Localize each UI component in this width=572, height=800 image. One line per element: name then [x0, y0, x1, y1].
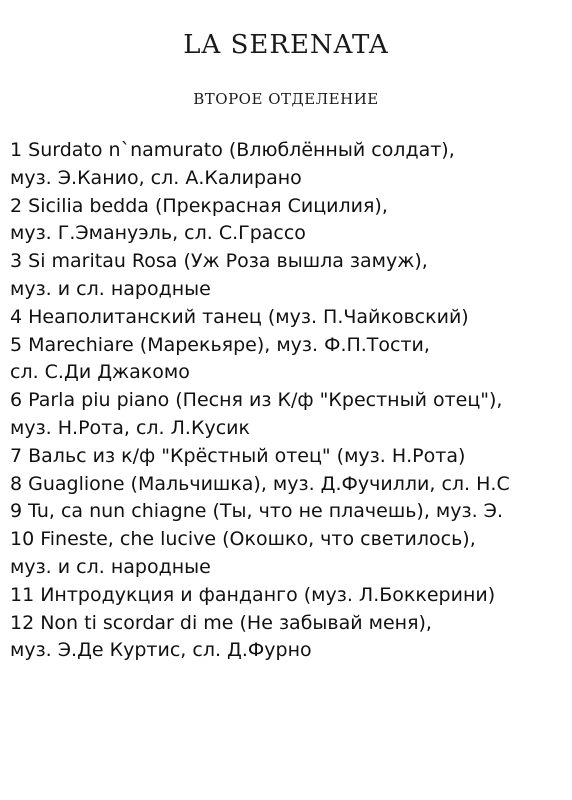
program-line: муз. Э.Канио, сл. А.Калирано	[10, 166, 302, 189]
program-line: муз. Э.Де Куртис, сл. Д.Фурно	[10, 639, 312, 662]
program-line: 11 Интродукция и фанданго (муз. Л.Боккерини)	[10, 583, 496, 606]
program-line: муз. Н.Рота, сл. Л.Кусик	[10, 416, 250, 439]
section-subtitle: ВТОРОЕ ОТДЕЛЕНИЕ	[193, 90, 379, 108]
program-line: 2 Sicilia bedda (Прекрасная Сицилия),	[10, 194, 388, 217]
program-line: 6 Parla piu piano (Песня из К/ф "Крестный отец"),	[10, 389, 503, 412]
program-line: 8 Guaglione (Мальчишка), муз. Д.Фучилли, сл. Н.С	[10, 472, 510, 495]
program-line: сл. С.Ди Джакомо	[10, 361, 190, 384]
program-line: муз. и сл. народные	[10, 277, 211, 300]
page-title: LA SERENATA	[183, 30, 389, 60]
program-line: 5 Marechiare (Марекьяре), муз. Ф.П.Тости,	[10, 333, 430, 356]
program-line: 1 Surdato n`namurato (Влюблённый солдат),	[10, 139, 455, 161]
program-line: 12 Non ti scordar di me (Не забывай меня),	[10, 611, 432, 634]
program-line: 10 Fineste, che lucive (Окошко, что светилось),	[10, 528, 476, 551]
program-line: муз. Г.Эмануэль, сл. С.Грассо	[10, 222, 306, 245]
program-list	[10, 137, 572, 665]
program-line: 3 Si maritau Rosa (Уж Роза вышла замуж),	[10, 250, 428, 273]
program-line: муз. и сл. народные	[10, 555, 211, 578]
program-line: 7 Вальс из к/ф "Крёстный отец" (муз. Н.Рота)	[10, 444, 466, 467]
program-line: 9 Tu, ca nun chiagne (Ты, что не плачешь), муз. Э.	[10, 500, 503, 523]
program-line: 4 Неаполитанский танец (муз. П.Чайковский)	[10, 305, 469, 328]
